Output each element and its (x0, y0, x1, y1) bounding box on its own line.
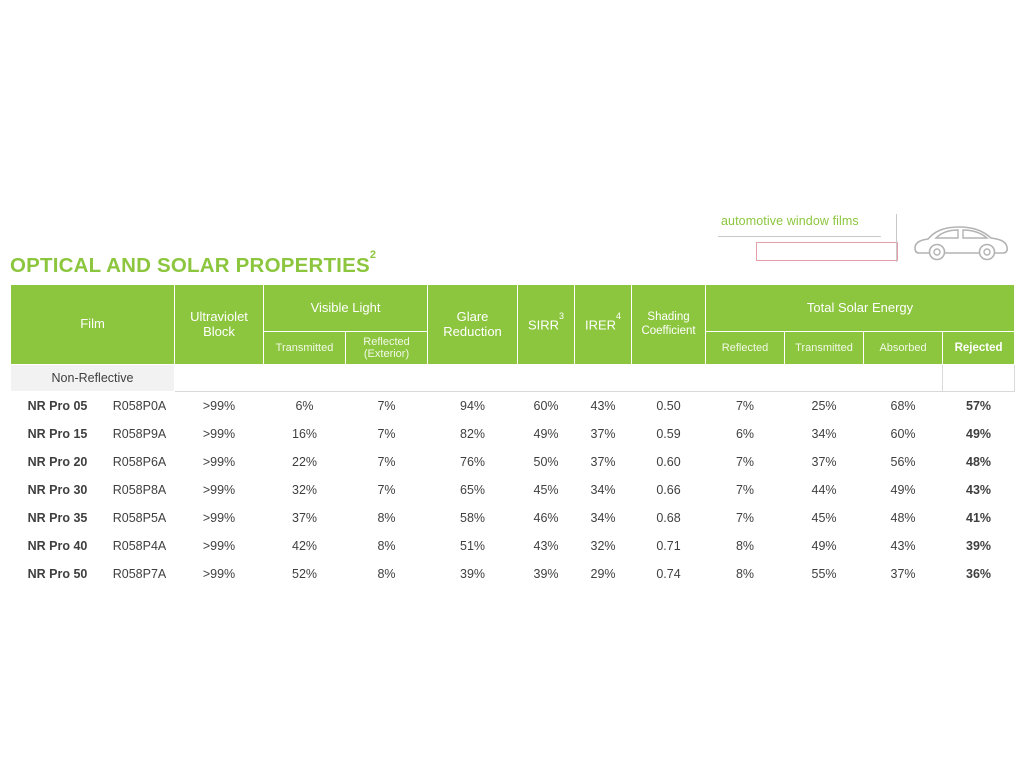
table-row (11, 476, 1015, 504)
td-vl-reflected: 7% (346, 476, 428, 504)
header-irer-text: IRER (584, 317, 617, 333)
td-film-code: R058P4A (105, 532, 175, 560)
td-tse-rejected: 48% (943, 448, 1015, 476)
table-header-row-1 (11, 285, 1015, 332)
td-vl-transmitted: 16% (264, 420, 346, 448)
brand-divider (896, 214, 897, 262)
header-sirr (518, 285, 575, 365)
brand-tagline: automotive window films (721, 214, 859, 228)
td-sirr: 45% (518, 476, 575, 504)
td-tse-absorbed: 43% (864, 532, 943, 560)
header-tse-absorbed: Absorbed (864, 332, 943, 365)
td-sirr: 60% (518, 392, 575, 420)
td-film-code: R058P8A (105, 476, 175, 504)
table-header (11, 285, 1015, 365)
header-sirr-text: SIRR (527, 317, 560, 333)
td-shading-coefficient: 0.74 (632, 560, 706, 588)
td-shading-coefficient: 0.60 (632, 448, 706, 476)
td-tse-reflected: 7% (706, 448, 785, 476)
td-tse-rejected: 43% (943, 476, 1015, 504)
td-tse-rejected: 57% (943, 392, 1015, 420)
td-film-name: NR Pro 40 (11, 532, 105, 560)
td-tse-rejected: 41% (943, 504, 1015, 532)
header-tse-rejected: Rejected (943, 332, 1015, 365)
td-vl-reflected: 7% (346, 392, 428, 420)
header-visible-light: Visible Light (264, 285, 428, 332)
td-film-name: NR Pro 20 (11, 448, 105, 476)
td-vl-reflected: 8% (346, 560, 428, 588)
td-vl-transmitted: 32% (264, 476, 346, 504)
page-title (10, 249, 377, 278)
td-shading-coefficient: 0.68 (632, 504, 706, 532)
td-tse-reflected: 7% (706, 392, 785, 420)
table-body (11, 365, 1015, 588)
td-tse-transmitted: 37% (785, 448, 864, 476)
td-tse-transmitted: 34% (785, 420, 864, 448)
td-glare-reduction: 76% (428, 448, 518, 476)
td-film-code: R058P5A (105, 504, 175, 532)
page-title-text: OPTICAL AND SOLAR PROPERTIES (10, 254, 370, 277)
header-visible-light-reflected: Reflected (Exterior) (346, 332, 428, 365)
brand-rule (718, 236, 881, 237)
td-tse-transmitted: 25% (785, 392, 864, 420)
header-tse-reflected: Reflected (706, 332, 785, 365)
td-sirr: 39% (518, 560, 575, 588)
td-tse-absorbed: 49% (864, 476, 943, 504)
td-irer: 32% (575, 532, 632, 560)
header-sirr-superscript: 3 (559, 311, 565, 322)
optical-solar-properties-table (10, 284, 1015, 588)
table-row (11, 420, 1015, 448)
td-film-name: NR Pro 15 (11, 420, 105, 448)
td-glare-reduction: 39% (428, 560, 518, 588)
td-irer: 37% (575, 420, 632, 448)
table-row (11, 504, 1015, 532)
td-irer: 29% (575, 560, 632, 588)
td-uv-block: >99% (175, 448, 264, 476)
page-title-superscript: 2 (369, 249, 377, 262)
section-blank-rejected (943, 365, 1015, 392)
td-tse-absorbed: 60% (864, 420, 943, 448)
td-tse-absorbed: 56% (864, 448, 943, 476)
td-glare-reduction: 82% (428, 420, 518, 448)
td-uv-block: >99% (175, 392, 264, 420)
td-uv-block: >99% (175, 532, 264, 560)
td-film-code: R058P9A (105, 420, 175, 448)
td-glare-reduction: 58% (428, 504, 518, 532)
td-shading-coefficient: 0.71 (632, 532, 706, 560)
td-uv-block: >99% (175, 420, 264, 448)
td-vl-transmitted: 52% (264, 560, 346, 588)
td-irer: 37% (575, 448, 632, 476)
table-row (11, 532, 1015, 560)
td-vl-reflected: 8% (346, 504, 428, 532)
td-vl-reflected: 7% (346, 448, 428, 476)
td-glare-reduction: 94% (428, 392, 518, 420)
section-blank-cells (175, 365, 943, 392)
td-sirr: 46% (518, 504, 575, 532)
table-row (11, 392, 1015, 420)
td-vl-transmitted: 6% (264, 392, 346, 420)
td-film-code: R058P6A (105, 448, 175, 476)
td-tse-reflected: 7% (706, 476, 785, 504)
td-tse-reflected: 8% (706, 560, 785, 588)
td-tse-absorbed: 48% (864, 504, 943, 532)
td-vl-reflected: 7% (346, 420, 428, 448)
td-tse-rejected: 49% (943, 420, 1015, 448)
td-shading-coefficient: 0.50 (632, 392, 706, 420)
td-sirr: 50% (518, 448, 575, 476)
td-tse-transmitted: 45% (785, 504, 864, 532)
td-film-name: NR Pro 50 (11, 560, 105, 588)
td-sirr: 43% (518, 532, 575, 560)
td-vl-transmitted: 42% (264, 532, 346, 560)
td-sirr: 49% (518, 420, 575, 448)
td-vl-transmitted: 22% (264, 448, 346, 476)
brand-logo-box (756, 242, 898, 261)
table-row (11, 560, 1015, 588)
header-ultraviolet-block: Ultraviolet Block (175, 285, 264, 365)
td-irer: 34% (575, 476, 632, 504)
td-tse-transmitted: 49% (785, 532, 864, 560)
header-tse-transmitted: Transmitted (785, 332, 864, 365)
header-irer-superscript: 4 (616, 311, 622, 322)
td-tse-reflected: 7% (706, 504, 785, 532)
table-row (11, 448, 1015, 476)
td-uv-block: >99% (175, 504, 264, 532)
td-tse-transmitted: 55% (785, 560, 864, 588)
td-shading-coefficient: 0.59 (632, 420, 706, 448)
td-film-name: NR Pro 05 (11, 392, 105, 420)
brand-block (706, 214, 1016, 270)
header-film: Film (11, 285, 175, 365)
header-visible-light-transmitted: Transmitted (264, 332, 346, 365)
td-tse-rejected: 39% (943, 532, 1015, 560)
header-glare-reduction: Glare Reduction (428, 285, 518, 365)
td-film-code: R058P0A (105, 392, 175, 420)
td-film-code: R058P7A (105, 560, 175, 588)
car-icon (911, 218, 1011, 262)
td-glare-reduction: 51% (428, 532, 518, 560)
td-tse-absorbed: 37% (864, 560, 943, 588)
td-irer: 34% (575, 504, 632, 532)
td-uv-block: >99% (175, 476, 264, 504)
section-row-non-reflective (11, 365, 1015, 392)
td-vl-reflected: 8% (346, 532, 428, 560)
header-total-solar-energy: Total Solar Energy (706, 285, 1015, 332)
td-shading-coefficient: 0.66 (632, 476, 706, 504)
section-label: Non-Reflective (11, 365, 175, 392)
td-tse-transmitted: 44% (785, 476, 864, 504)
td-film-name: NR Pro 35 (11, 504, 105, 532)
td-uv-block: >99% (175, 560, 264, 588)
td-glare-reduction: 65% (428, 476, 518, 504)
td-film-name: NR Pro 30 (11, 476, 105, 504)
td-tse-reflected: 8% (706, 532, 785, 560)
td-irer: 43% (575, 392, 632, 420)
header-shading-coefficient: Shading Coefficient (632, 285, 706, 365)
td-tse-rejected: 36% (943, 560, 1015, 588)
td-tse-reflected: 6% (706, 420, 785, 448)
td-tse-absorbed: 68% (864, 392, 943, 420)
header-irer (575, 285, 632, 365)
td-vl-transmitted: 37% (264, 504, 346, 532)
